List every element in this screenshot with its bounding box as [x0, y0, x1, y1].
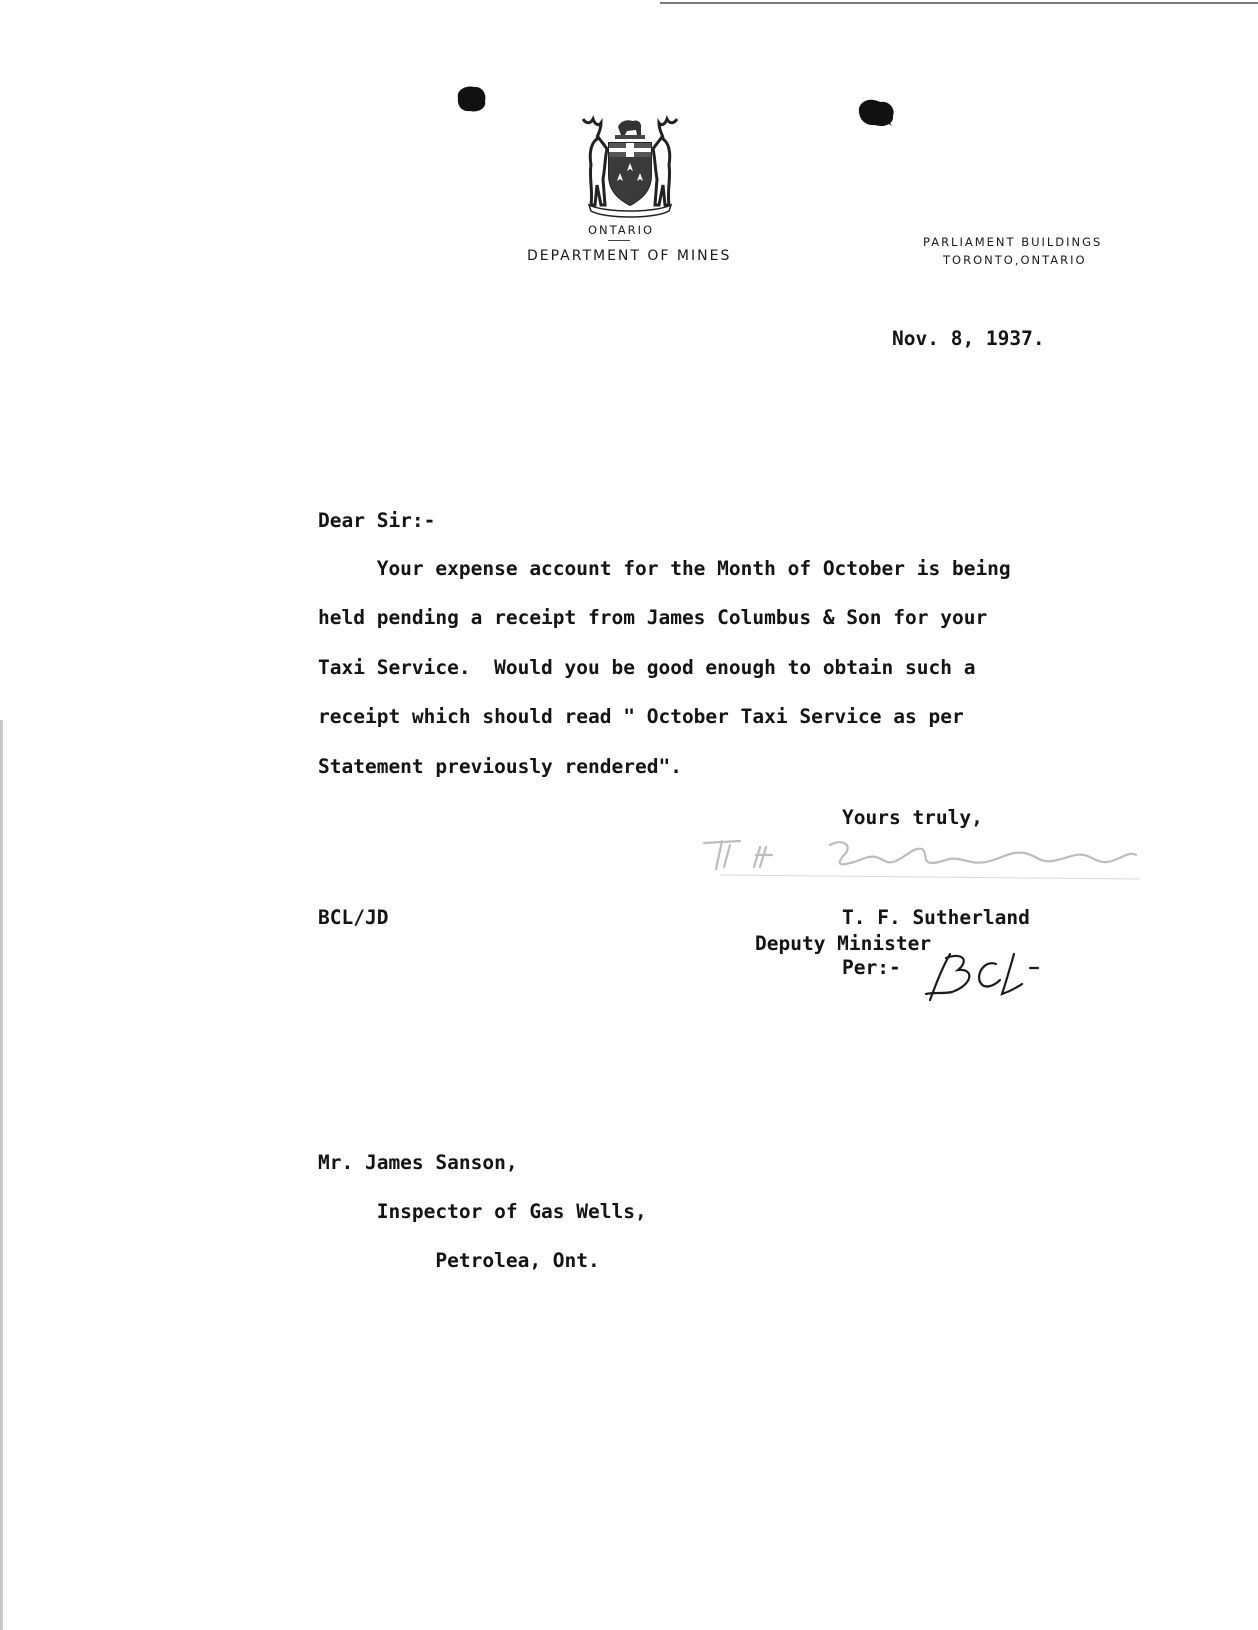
recipient-line: Mr. James Sanson,	[318, 1151, 518, 1174]
letterhead-address-line2: TORONTO,ONTARIO	[943, 253, 1087, 267]
letterhead-divider	[608, 240, 630, 241]
letterhead-province: ONTARIO	[588, 223, 655, 237]
closing: Yours truly,	[842, 806, 983, 829]
scan-left-edge	[0, 720, 3, 1630]
scan-edge-line	[660, 2, 1258, 4]
body-line: Statement previously rendered".	[318, 755, 682, 778]
letter-date: Nov. 8, 1937.	[892, 327, 1045, 350]
punch-hole-right	[856, 96, 898, 130]
coat-of-arms-icon	[575, 113, 685, 223]
signatory-name: T. F. Sutherland	[842, 906, 1030, 929]
per-label: Per:-	[842, 956, 901, 979]
handwritten-initials	[922, 948, 1042, 1008]
salutation: Dear Sir:-	[318, 509, 436, 532]
body-line: held pending a receipt from James Columbus & Son for your	[318, 606, 988, 629]
letterhead-address-line1: PARLIAMENT BUILDINGS	[923, 235, 1103, 249]
faded-signature	[700, 835, 1140, 885]
body-line: receipt which should read " October Taxi Service as per	[318, 705, 964, 728]
recipient-line: Inspector of Gas Wells,	[318, 1200, 647, 1223]
body-line: Your expense account for the Month of October is being	[318, 557, 1011, 580]
letterhead-department: DEPARTMENT OF MINES	[527, 248, 732, 264]
body-line: Taxi Service. Would you be good enough to obtain such a	[318, 656, 976, 679]
signatory-title: Deputy Minister	[755, 932, 932, 955]
recipient-line: Petrolea, Ont.	[318, 1249, 600, 1272]
reference-initials: BCL/JD	[318, 906, 389, 929]
punch-hole-left	[454, 84, 490, 114]
